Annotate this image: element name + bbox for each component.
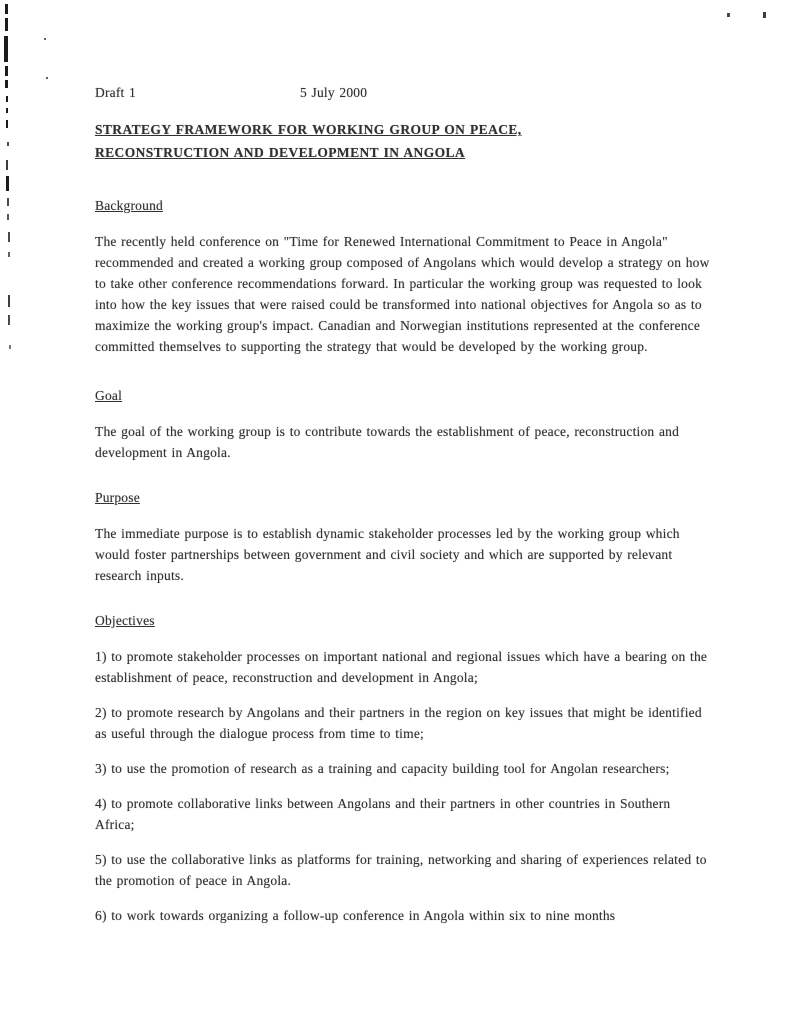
document-title-line-2: RECONSTRUCTION AND DEVELOPMENT IN ANGOLA [95, 145, 466, 160]
scan-artifact [46, 77, 48, 79]
section-heading-objectives: Objectives [95, 613, 155, 628]
purpose-paragraph: The immediate purpose is to establish dynamic stakeholder processes led by the working group which would foster partnerships between government and civil society and which are supported by relevant research inputs. [95, 526, 680, 583]
scan-artifact [8, 252, 10, 257]
scan-artifact [8, 232, 10, 242]
scan-artifact [8, 315, 10, 325]
objective-item-3: 3) to use the promotion of research as a training and capacity building tool for Angolan researchers; [95, 761, 670, 776]
scan-artifact [6, 96, 8, 102]
section-background [95, 195, 713, 357]
scan-artifact [727, 13, 730, 17]
scan-artifact [44, 38, 46, 40]
section-heading-purpose: Purpose [95, 490, 140, 505]
scan-artifact [8, 295, 10, 307]
section-purpose [95, 487, 713, 586]
scan-artifact [5, 4, 8, 14]
section-objectives [95, 610, 713, 926]
scan-artifact [5, 66, 8, 76]
objective-item-2: 2) to promote research by Angolans and their partners in the region on key issues that might be identified as useful through the dialogue process from time to time; [95, 705, 702, 741]
scan-artifact [7, 142, 9, 146]
scan-artifact [763, 12, 766, 18]
scan-artifact [5, 18, 8, 31]
scan-artifact [6, 108, 8, 113]
document-title-line-1: STRATEGY FRAMEWORK FOR WORKING GROUP ON PEACE, [95, 122, 522, 137]
scan-artifact [7, 214, 9, 220]
document-header [95, 82, 713, 103]
goal-paragraph: The goal of the working group is to contribute towards the establishment of peace, reconstruction and development in Angola. [95, 424, 680, 460]
objective-item-6: 6) to work towards organizing a follow-up conference in Angola within six to nine months [95, 908, 616, 923]
scan-artifact [4, 36, 8, 62]
document-body [95, 82, 713, 940]
scan-artifact [6, 120, 8, 128]
scan-artifact [6, 176, 9, 191]
objective-item-4: 4) to promote collaborative links between Angolans and their partners in other countries in Southern Africa; [95, 796, 671, 832]
objective-item-1: 1) to promote stakeholder processes on important national and regional issues which have a bearing on the establishment of peace, reconstruction and development in Angola; [95, 649, 708, 685]
section-heading-background: Background [95, 198, 163, 213]
background-paragraph: The recently held conference on "Time for Renewed International Commitment to Peace in Angola" recommended and created a working group composed of Angolans which would develop a strategy on how to take other conference recommendations forward. In particular the working group was requested to look into how the key issues that were raised could be transformed into national objectives for Angola so as to maximize the working group's impact. Canadian and Norwegian institutions represented at the conference committed themselves to supporting the strategy that would be developed by the working group. [95, 234, 710, 354]
scan-artifact [7, 198, 9, 206]
objective-item-5: 5) to use the collaborative links as platforms for training, networking and sharing of experiences related to the promotion of peace in Angola. [95, 852, 707, 888]
scan-artifact [6, 160, 8, 170]
document-date: 5 July 2000 [300, 85, 368, 100]
draft-label: Draft 1 [95, 85, 137, 100]
scan-artifact [5, 80, 8, 88]
section-heading-goal: Goal [95, 388, 123, 403]
document-title [95, 119, 713, 163]
scan-artifact [9, 345, 11, 349]
section-goal [95, 385, 713, 463]
